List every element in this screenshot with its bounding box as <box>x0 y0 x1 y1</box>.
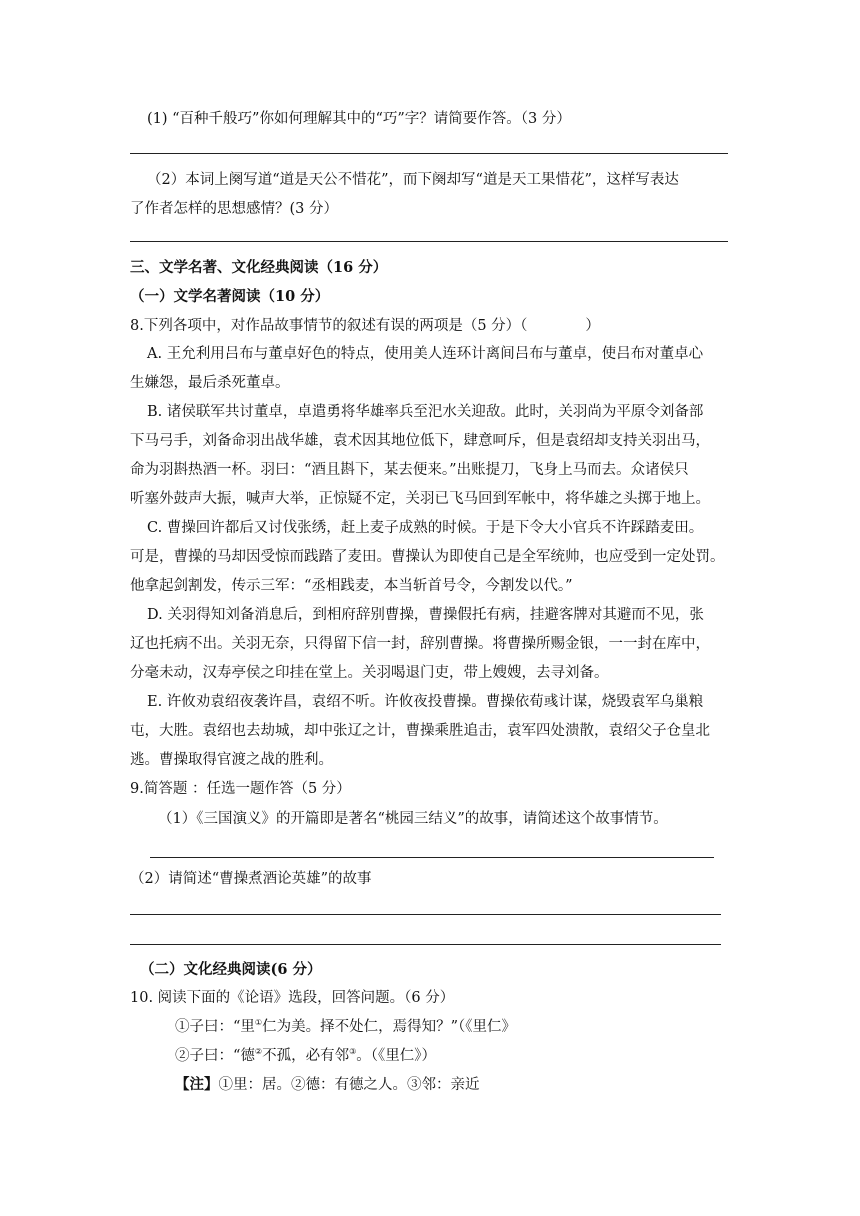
question-8-stem: 8.下列各项中，对作品故事情节的叙述有误的两项是（5 分）（ ） <box>130 318 600 334</box>
option-e-line2: 屯，大胜。袁绍也去劫城，却中张辽之计，曹操乘胜追击，袁军四处溃散，袁绍父子仓皇北 <box>130 723 710 739</box>
option-b-line3: 命为羽斟热酒一杯。羽曰：“酒且斟下，某去便来。”出账提刀，飞身上马而去。众诸侯只 <box>130 462 689 478</box>
quote-1-part-a: ①子曰：“里 <box>175 1019 255 1035</box>
footnote-mark-3: ③ <box>349 1047 357 1056</box>
answer-line <box>130 241 728 242</box>
quote-1-part-b: 仁为美。择不处仁，焉得知？”（《里仁》 <box>262 1019 517 1035</box>
answer-line <box>130 914 721 915</box>
annotation-note <box>175 1075 480 1095</box>
option-a-line2: 生嫌怨，最后杀死董卓。 <box>130 375 290 391</box>
question-10-stem: 10. 阅读下面的《论语》选段，回答问题。（6 分） <box>130 990 455 1006</box>
option-d-line2: 辽也托病不出。关羽无奈，只得留下信一封，辞别曹操。将曹操所赐金银，一一封在库中， <box>130 636 710 652</box>
question-7-2-line1: （2）本词上阕写道“道是天公不惜花”，而下阕却写“道是天工果惜花”，这样写表达 <box>147 172 679 188</box>
option-c-line3: 他拿起剑割发，传示三军：“丞相践麦，本当斩首号令，今割发以代。” <box>130 578 573 594</box>
footnote-mark-2: ② <box>254 1047 263 1056</box>
quote-2-part-c: 。（《里仁》） <box>356 1048 437 1064</box>
option-a-line1: A. 王允利用吕布与董卓好色的特点，使用美人连环计离间吕布与董卓，使吕布对董卓心 <box>147 346 704 362</box>
option-d-line3: 分毫未动，汉寿亭侯之印挂在堂上。关羽喝退门吏，带上嫂嫂，去寻刘备。 <box>130 665 609 681</box>
note-text: ①里：居。②德：有德之人。③邻：亲近 <box>218 1077 480 1093</box>
option-e-line3: 逃。曹操取得官渡之战的胜利。 <box>130 752 333 768</box>
option-e-line1: E. 许攸劝袁绍夜袭许昌，袁绍不听。许攸夜投曹操。曹操依荀彧计谋，烧毁袁军乌巢粮 <box>147 694 704 710</box>
question-7-1: (1) “百种千般巧”你如何理解其中的“巧”字？请简要作答。（3 分） <box>147 111 571 127</box>
question-9-stem: 9.简答题 ：任选一题作答（5 分） <box>130 781 351 797</box>
question-9-option-2: （2）请简述“曹操煮酒论英雄”的故事 <box>130 871 372 887</box>
note-label: 【注】 <box>175 1076 219 1093</box>
subsection-1-title: （一）文学名著阅读（10 分） <box>130 288 330 305</box>
answer-line <box>150 857 714 858</box>
option-c-line2: 可是，曹操的马却因受惊而践踏了麦田。曹操认为即使自己是全军统帅，也应受到一定处罚。 <box>130 549 725 565</box>
quote-2 <box>175 1046 436 1066</box>
section-3-title: 三、文学名著、文化经典阅读（16 分） <box>130 259 388 276</box>
option-c-line1: C. 曹操回许都后又讨伐张绣，赶上麦子成熟的时候。于是下令大小官兵不许踩踏麦田。 <box>147 520 704 536</box>
option-b-line1: B. 诸侯联军共讨董卓，卓遣勇将华雄率兵至汜水关迎敌。此时，关羽尚为平原令刘备部 <box>147 404 704 420</box>
quote-2-part-b: 不孤，必有邻 <box>262 1048 350 1064</box>
footnote-mark-1: ① <box>254 1018 263 1027</box>
answer-line <box>130 153 728 154</box>
option-b-line2: 下马弓手，刘备命羽出战华雄，袁术因其地位低下，肆意呵斥，但是袁绍却支持关羽出马， <box>130 433 710 449</box>
option-d-line1: D. 关羽得知刘备消息后，到相府辞别曹操，曹操假托有病，挂避客牌对其避而不见，张 <box>147 607 704 623</box>
quote-1 <box>175 1017 516 1037</box>
option-b-line4: 听塞外鼓声大振，喊声大举，正惊疑不定，关羽已飞马回到军帐中，将华雄之头掷于地上。 <box>130 491 710 507</box>
quote-2-part-a: ②子曰：“德 <box>175 1048 255 1064</box>
question-7-2-line2: 了作者怎样的思想感情？(3 分） <box>130 201 338 217</box>
subsection-2-title: （二）文化经典阅读(6 分） <box>140 961 322 978</box>
question-9-option-1: （1）《三国演义》的开篇即是著名“桃园三结义”的故事，请简述这个故事情节。 <box>158 811 668 827</box>
answer-line <box>130 944 721 945</box>
